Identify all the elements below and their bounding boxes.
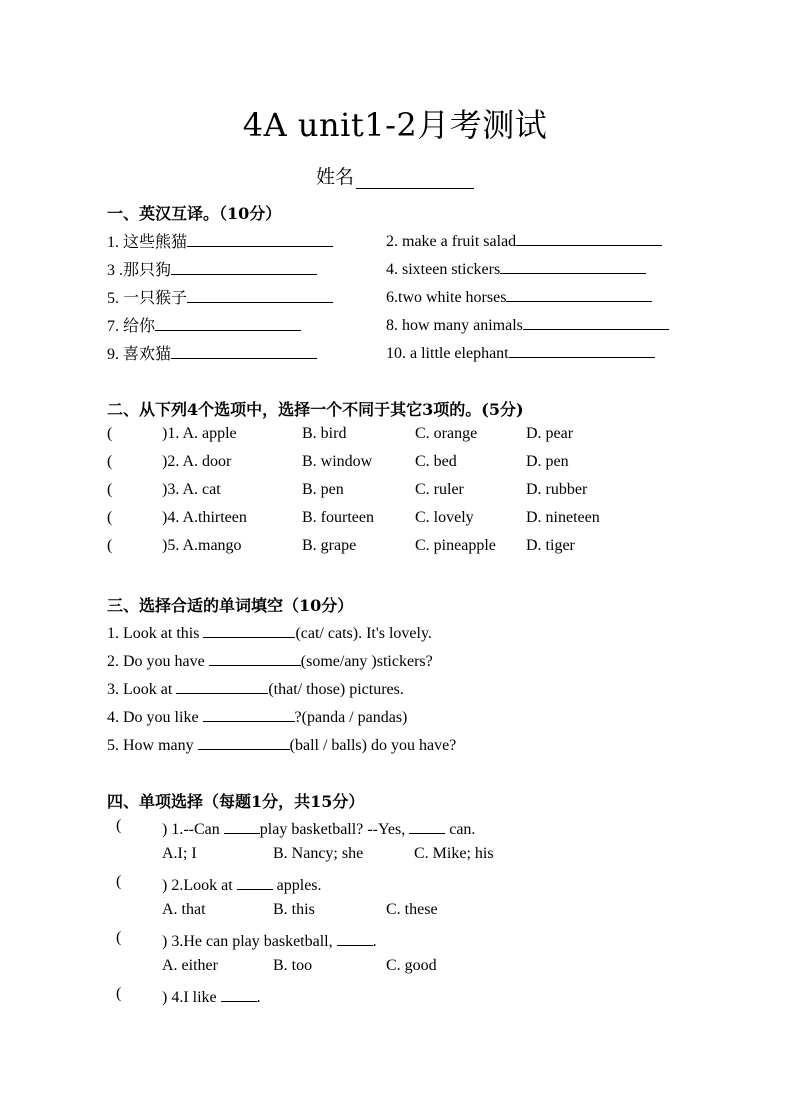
mc-question-row (0, 985, 790, 1009)
option-b: B. too (273, 957, 313, 974)
translation-row (0, 313, 790, 337)
answer-blank[interactable] (176, 677, 268, 694)
section1-heading: 一、英汉互译。（10分） (107, 204, 282, 223)
mc-question-row (0, 929, 790, 953)
page-title: 4A unit1-2月考测试 (242, 106, 548, 144)
open-paren: ( (107, 537, 113, 554)
translation-row (0, 285, 790, 309)
fill-row (0, 705, 790, 729)
option-b: B. grape (302, 537, 357, 554)
option-a: A. either (162, 957, 218, 974)
option-c: C. orange (415, 425, 478, 442)
translation-item: 10. a little elephant (386, 341, 655, 363)
answer-blank[interactable] (506, 285, 652, 302)
option-a: A. that (162, 901, 206, 918)
question-text: ) 3.He can play basketball, . (162, 929, 377, 951)
answer-blank[interactable] (171, 258, 317, 275)
answer-blank[interactable] (187, 230, 333, 247)
choice-row (0, 453, 790, 477)
option-b: B. pen (302, 481, 344, 498)
answer-blank[interactable] (523, 313, 669, 330)
option-a: )4. A.thirteen (162, 509, 247, 526)
translation-row (0, 341, 790, 365)
answer-blank[interactable] (500, 257, 646, 274)
answer-blank[interactable] (187, 286, 333, 303)
answer-blank[interactable] (337, 929, 373, 946)
question-text: ) 2.Look at apples. (162, 873, 322, 895)
translation-item: 7. 给你 (107, 313, 301, 336)
option-d: D. rubber (526, 481, 588, 498)
translation-row (0, 257, 790, 281)
choice-row (0, 537, 790, 561)
fill-item: 4. Do you like ?(panda / pandas) (107, 705, 407, 727)
fill-row (0, 649, 790, 673)
open-paren: ( (107, 453, 113, 470)
fill-item: 5. How many (ball / balls) do you have? (107, 733, 456, 755)
answer-blank[interactable] (221, 985, 257, 1002)
answer-blank[interactable] (203, 705, 295, 722)
open-paren: ( (107, 509, 113, 526)
question-text: ) 1.--Can play basketball? --Yes, can. (162, 817, 475, 839)
section2-heading: 二、从下列4个选项中，选择一个不同于其它3项的。(5分) (107, 400, 524, 419)
option-c: C. ruler (415, 481, 464, 498)
option-b: B. fourteen (302, 509, 374, 526)
answer-blank[interactable] (409, 817, 445, 834)
translation-item: 1. 这些熊猫 (107, 229, 333, 252)
choice-row (0, 509, 790, 533)
answer-blank[interactable] (171, 342, 317, 359)
option-c: C. pineapple (415, 537, 496, 554)
name-blank[interactable] (356, 168, 474, 189)
translation-item: 3 .那只狗 (107, 257, 317, 280)
option-c: C. good (386, 957, 437, 974)
open-paren: ( (116, 873, 122, 890)
translation-item: 6.two white horses (386, 285, 652, 307)
option-b: B. this (273, 901, 315, 918)
translation-item: 8. how many animals (386, 313, 669, 335)
answer-blank[interactable] (155, 314, 301, 331)
option-a: )3. A. cat (162, 481, 221, 498)
option-d: D. pen (526, 453, 569, 470)
open-paren: ( (116, 817, 122, 834)
name-field (0, 162, 790, 189)
choice-row (0, 425, 790, 449)
mc-options-row (0, 845, 790, 869)
mc-question-row (0, 817, 790, 841)
name-label: 姓名 (315, 167, 354, 188)
option-d: D. pear (526, 425, 574, 442)
answer-blank[interactable] (516, 229, 662, 246)
mc-options-row (0, 901, 790, 925)
answer-blank[interactable] (203, 621, 295, 638)
answer-blank[interactable] (237, 873, 273, 890)
option-c: C. these (386, 901, 438, 918)
option-a: )5. A.mango (162, 537, 242, 554)
answer-blank[interactable] (209, 649, 301, 666)
answer-blank[interactable] (224, 817, 260, 834)
fill-item: 2. Do you have (some/any )stickers? (107, 649, 433, 671)
question-text: ) 4.I like . (162, 985, 261, 1007)
option-a: )2. A. door (162, 453, 232, 470)
open-paren: ( (107, 481, 113, 498)
mc-question-row (0, 873, 790, 897)
fill-row (0, 733, 790, 757)
option-b: B. Nancy; she (273, 845, 364, 862)
option-a: )1. A. apple (162, 425, 237, 442)
option-d: D. tiger (526, 537, 575, 554)
answer-blank[interactable] (509, 341, 655, 358)
option-b: B. bird (302, 425, 347, 442)
translation-item: 2. make a fruit salad (386, 229, 662, 251)
open-paren: ( (107, 425, 113, 442)
mc-options-row (0, 957, 790, 981)
translation-item: 5. 一只猴子 (107, 285, 333, 308)
option-c: C. Mike; his (414, 845, 494, 862)
option-c: C. bed (415, 453, 457, 470)
option-a: A.I; I (162, 845, 197, 862)
option-c: C. lovely (415, 509, 474, 526)
option-d: D. nineteen (526, 509, 600, 526)
open-paren: ( (116, 929, 122, 946)
fill-item: 1. Look at this (cat/ cats). It's lovely. (107, 621, 432, 643)
translation-item: 4. sixteen stickers (386, 257, 646, 279)
option-b: B. window (302, 453, 373, 470)
answer-blank[interactable] (198, 733, 290, 750)
translation-row (0, 229, 790, 253)
translation-item: 9. 喜欢猫 (107, 341, 317, 364)
fill-row (0, 621, 790, 645)
open-paren: ( (116, 985, 122, 1002)
section3-heading: 三、选择合适的单词填空（10分） (107, 596, 354, 615)
fill-item: 3. Look at (that/ those) pictures. (107, 677, 404, 699)
fill-row (0, 677, 790, 701)
section4-heading: 四、单项选择（每题1分，共15分） (107, 792, 365, 811)
choice-row (0, 481, 790, 505)
